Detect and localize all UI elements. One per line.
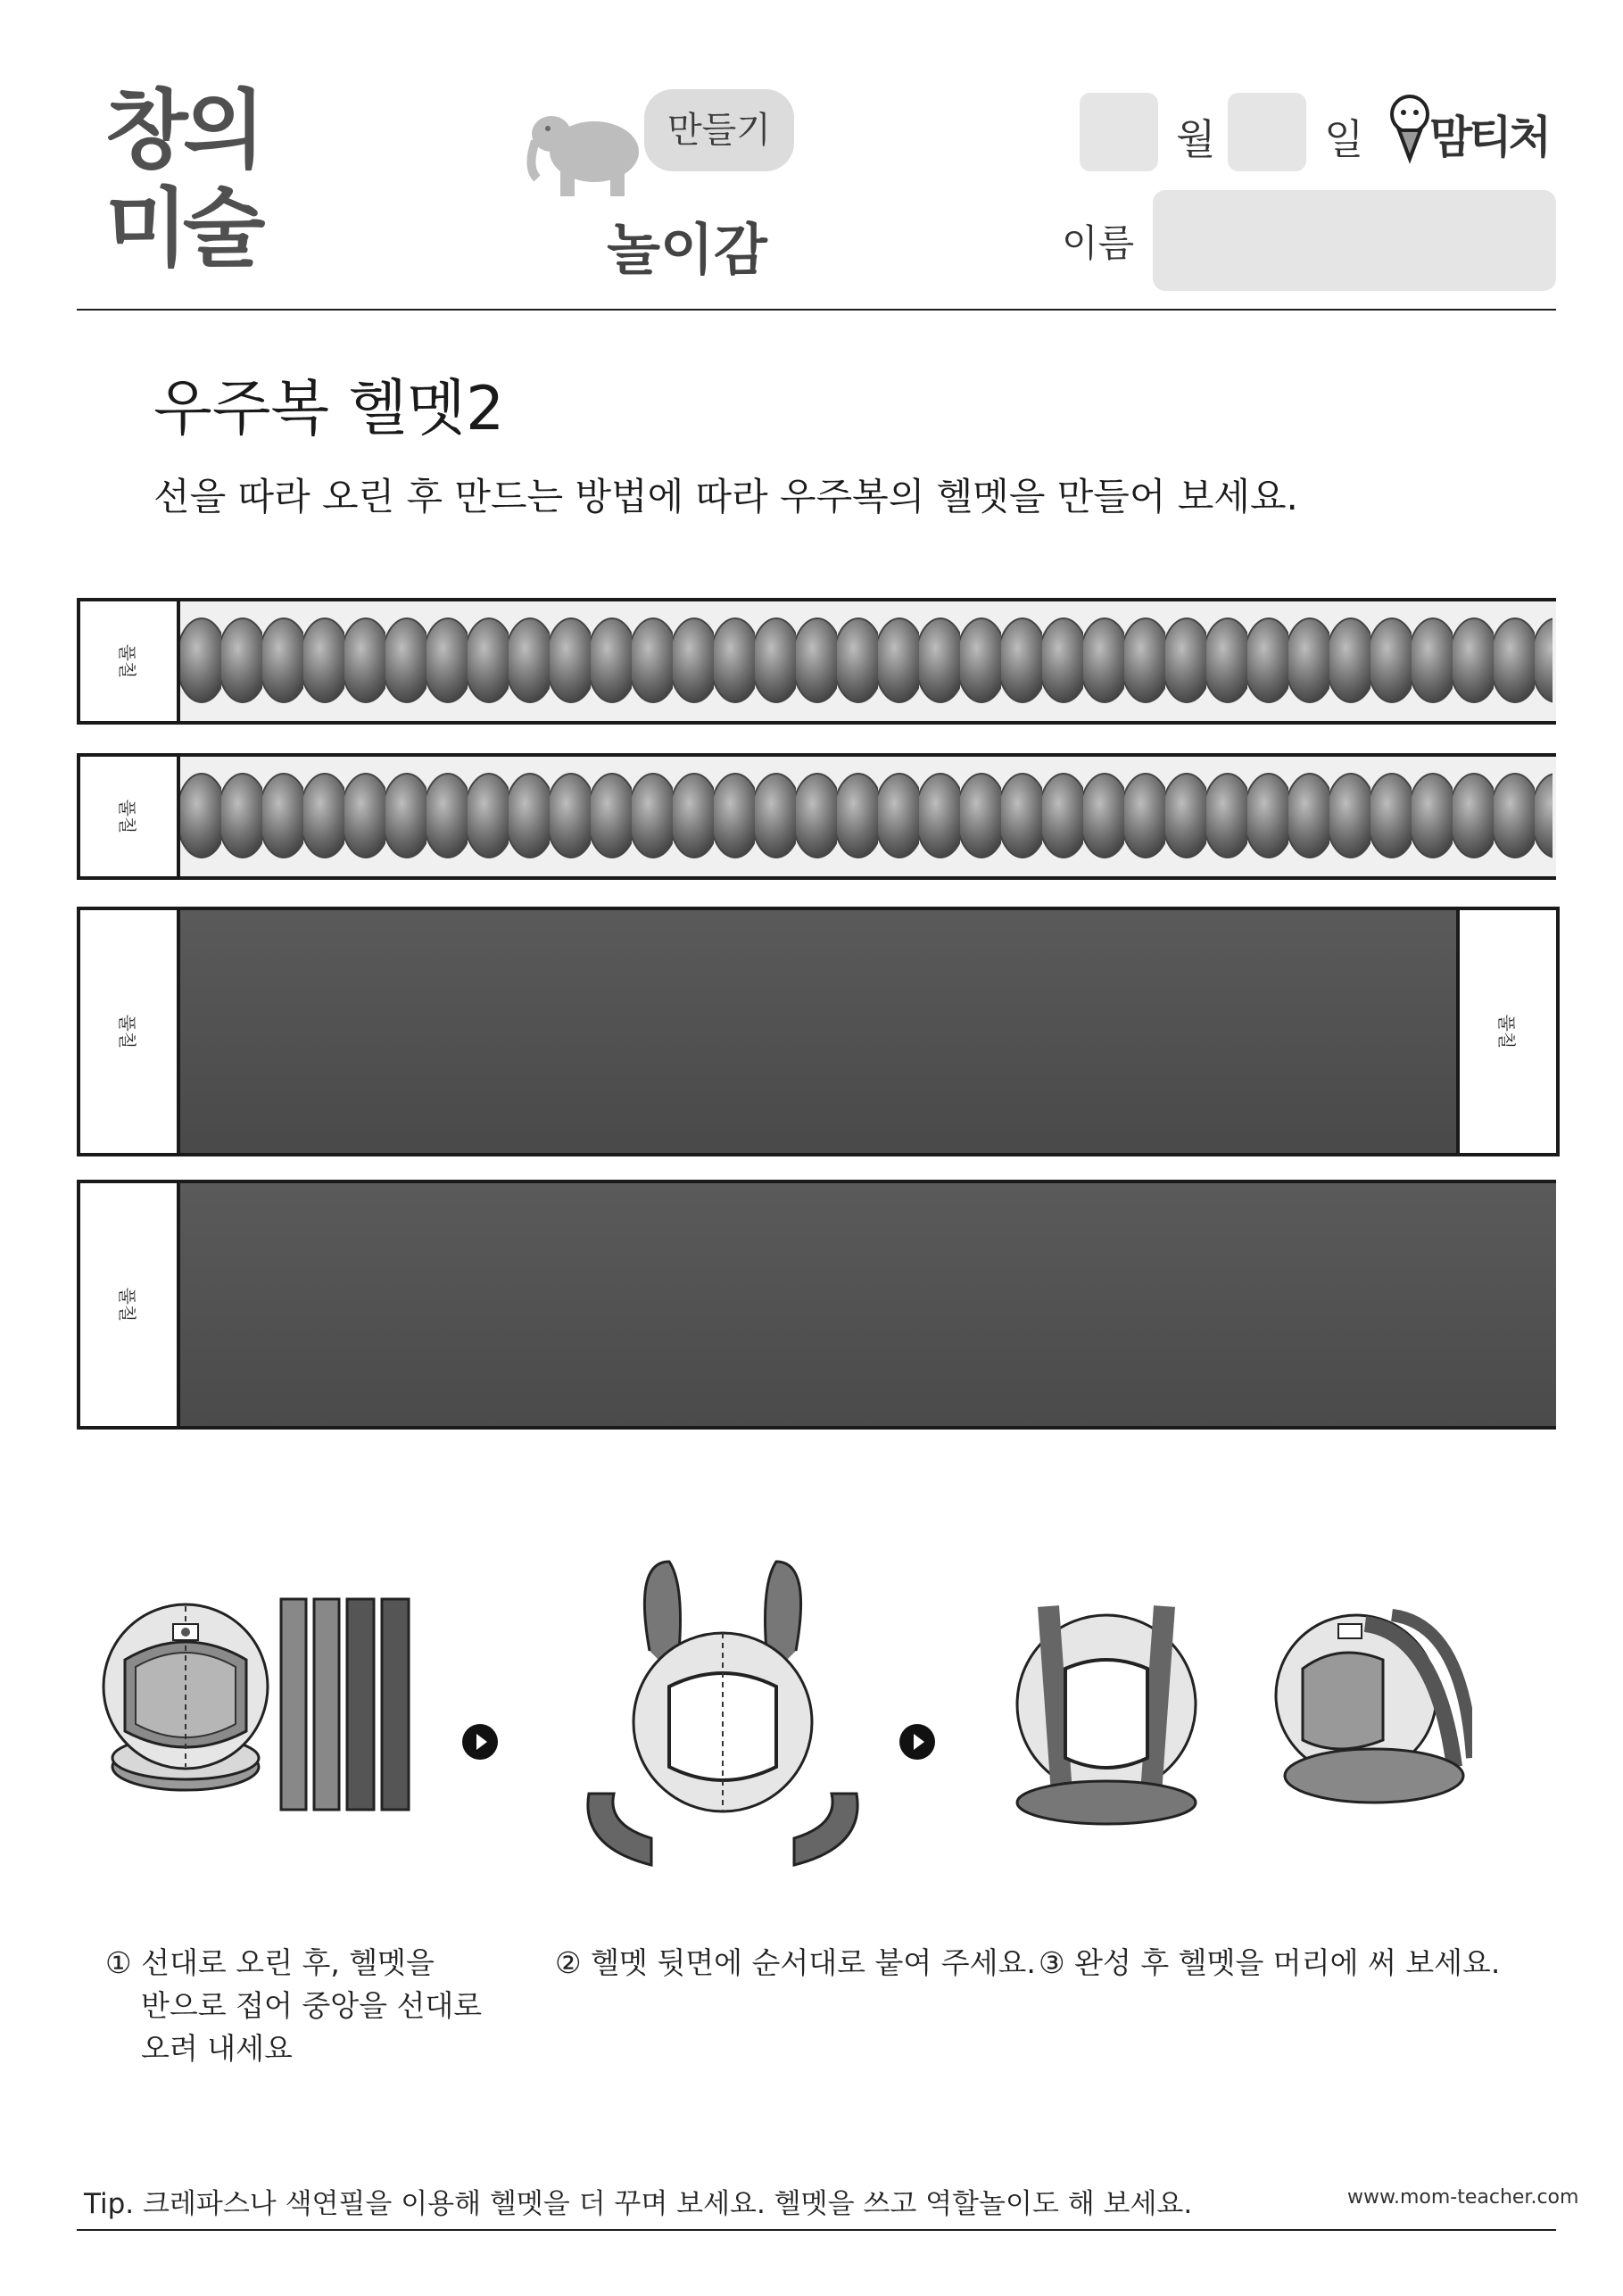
step1-illustration: [98, 1588, 419, 1820]
step-1-text: [105, 1942, 482, 2070]
glue-tab-right: 풀칠: [1456, 910, 1556, 1153]
month-label: 월: [1176, 115, 1216, 163]
website-url[interactable]: www.mom-teacher.com: [1347, 2186, 1579, 2209]
elephant-mascot-icon: [525, 105, 650, 198]
name-label: 이름: [1062, 221, 1135, 265]
header-divider: [77, 309, 1556, 311]
step-1-line-1: ① 선대로 오린 후, 헬멧을: [105, 1945, 435, 1980]
pencil-mascot-icon: [1383, 93, 1437, 164]
day-label: 일: [1324, 115, 1364, 163]
step-2-text: [555, 1942, 1036, 1985]
step3-illustration: [1008, 1588, 1472, 1856]
cutout-strip-4[interactable]: [77, 1180, 1556, 1430]
cutout-strip-3[interactable]: [77, 907, 1560, 1156]
name-input[interactable]: [1153, 190, 1556, 291]
brand-line-1: 창의: [105, 80, 261, 180]
cutout-strip-2[interactable]: [77, 753, 1556, 880]
page-instructions: 선을 따라 오린 후 만드는 방법에 따라 우주복의 헬멧을 만들어 보세요.: [153, 475, 1298, 518]
step-3-text: [1039, 1942, 1500, 1985]
category-bubble: 만들기: [644, 89, 794, 171]
band-pattern: [180, 1183, 1556, 1430]
band-pattern: [180, 910, 1460, 1156]
cutout-strip-1[interactable]: [77, 598, 1556, 725]
page-title: 우주복 헬멧2: [153, 374, 505, 444]
step-1-line-2: 반으로 접어 중앙을 선대로: [141, 1988, 483, 2023]
glue-tab: 풀칠: [80, 757, 180, 876]
bead-pattern: [180, 773, 1553, 858]
logo-text: 맘티처: [1429, 112, 1548, 163]
glue-tab-left: 풀칠: [80, 910, 180, 1153]
step-2-line-1: ② 헬멧 뒷면에 순서대로 붙여 주세요.: [555, 1945, 1036, 1980]
brand-line-2: 미술: [105, 178, 261, 278]
glue-tab: 풀칠: [80, 601, 180, 721]
category-label: 놀이감: [607, 217, 767, 282]
step2-illustration: [571, 1553, 874, 1883]
day-input[interactable]: [1228, 93, 1306, 171]
next-step-arrow-icon: [899, 1724, 935, 1760]
tip-text: Tip. 크레파스나 색연필을 이용해 헬멧을 더 꾸며 보세요. 헬멧을 쓰고 역할놀이도 해 보세요.: [84, 2188, 1193, 2220]
step-1-line-3: 오려 내세요: [141, 2031, 293, 2066]
brand-title: [105, 80, 284, 284]
month-input[interactable]: [1080, 93, 1158, 171]
mom-teacher-logo: [1383, 93, 1561, 164]
footer-divider: [77, 2229, 1556, 2231]
next-step-arrow-icon: [462, 1724, 498, 1760]
bead-pattern: [180, 618, 1553, 703]
glue-tab: 풀칠: [80, 1183, 180, 1426]
step-3-line-1: ③ 완성 후 헬멧을 머리에 써 보세요.: [1039, 1945, 1501, 1980]
